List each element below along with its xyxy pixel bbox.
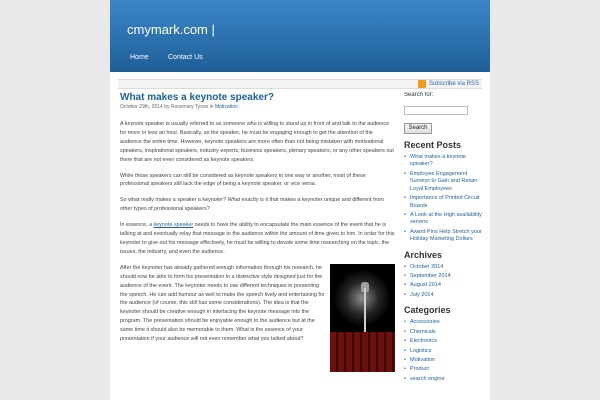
post-title[interactable]: What makes a keynote speaker? [120,92,274,103]
category-item[interactable]: • Electronics [404,338,488,345]
rss-icon [418,80,426,88]
recent-post-item[interactable]: • What makes a keynote speaker? [404,154,488,169]
site-title[interactable]: cmymark.com | [127,22,215,37]
category-item[interactable]: • Logistics [404,348,488,355]
auditorium-seats [330,332,395,372]
recent-post-item[interactable]: • Award Pins Help Stretch your Holiday Marketing Dollars [404,229,488,244]
recent-posts-title: Recent Posts [404,140,462,150]
post-paragraph-1: A keynote speaker is usually referred to as someone who is willing to stand up in front of and talk to the audience for more or less an hour. Basically, as the speaker, he must be engaging enough to get the attention of the audience the entire time. However, keynote speakers are more often than not being mistaken with motivational speakers, inspirational speakers, industry experts, business speakers, plenary speakers, or any other speakers out there that are not even considered as keynote speakers. [120,121,394,163]
post-paragraph-4 [120,221,395,257]
archive-item[interactable]: • August 2014 [404,282,488,289]
recent-post-item[interactable]: • Importance of Printed Circuit Boards [404,195,488,210]
archives-title: Archives [404,249,443,260]
recent-posts-list [404,154,488,244]
sidebar [404,92,488,400]
post-paragraph-3: So what really makes a speaker a keynoter? What exactly is it that makes a keynoter unique and different from other types of professional speakers? [120,197,384,213]
category-item[interactable]: • Product [404,366,488,373]
search-button[interactable]: Search [404,123,432,134]
search-label: Search for: [404,92,434,98]
archives-list [404,264,488,300]
spotlight-glow [334,268,390,328]
archive-item[interactable]: • October 2014 [404,264,488,271]
nav-home[interactable]: Home [130,54,149,61]
post-meta-text: October 29th, 2014 by Rosemary Tyson in [120,104,214,110]
post-paragraph-2: While those speakers can still be considered as keynote speakers in one way or another, most of these professional speakers still lack the edge of being a keynote speaker, or vice versa. [120,172,366,188]
post-category-link[interactable]: Motivation [214,104,238,110]
categories-list [404,319,488,383]
recent-post-item[interactable]: • A Look at the High availability servers [404,212,488,227]
main-content [120,92,395,400]
rss-subscribe-link[interactable] [418,80,479,88]
p4-end: needs to have the ability to encapsulate the main essence of the event that he is talking at and eventually relay that message to the audience within the amount of time given to him. In order for this keynoter to give out his message effectively, he must be willing to devote some time researching on the topic, the issues, the industry, and even the audience. [120,222,395,255]
category-item[interactable]: • search engine [404,376,488,383]
archive-item[interactable]: • September 2014 [404,273,488,280]
nav-contact-us[interactable]: Contact Us [168,54,203,61]
post-paragraph-5: After the keynoter has already gathered enough information through his research, he should now be able to form his presentation in a distinctive style designed just for the audience of the event. The keynoter needs to use different techniques in presenting the speech. He can add humour as well to make the speech lively and entertaining for the audience (of course, this still has some considerations). The idea is that the keynoter should be creative enough in interlacing the keynote message into the program. The presentation should be enjoyable enough to the audience but at the same time it should also be memorable to them. What is the essence of your presentation if your audience will not even remember what you talked about? [120,264,325,343]
p4-start: In essence, a [120,222,154,229]
keynote-speaker-link[interactable]: keynote speaker [153,222,194,229]
rss-label: Subscribe via RSS [429,81,480,87]
post-content [120,120,395,372]
archive-item[interactable]: • July 2014 [404,292,488,299]
post-image-section [120,264,395,372]
search-input[interactable] [404,106,468,115]
microphone-image [330,264,395,372]
categories-title: Categories [404,305,451,316]
category-item[interactable]: • Chemicals [404,329,488,336]
category-item[interactable]: • Accessories [404,319,488,326]
category-item[interactable]: • Motivation [404,357,488,364]
post-meta [120,104,395,110]
recent-post-item[interactable]: • Employee Engagement Surveys to Gain and Retain Loyal Employees [404,171,488,193]
main-navigation [110,46,490,72]
